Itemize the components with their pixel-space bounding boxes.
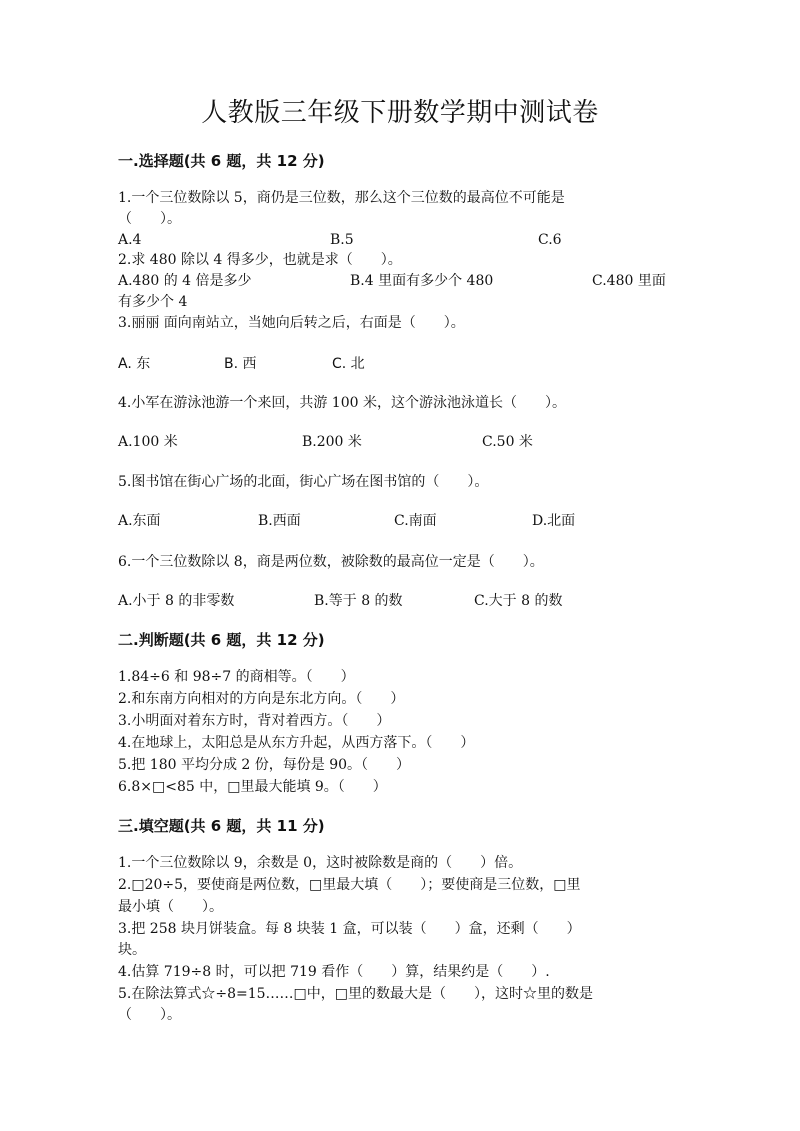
section-heading-judgment: 二.判断题(共 6 题，共 12 分) xyxy=(118,631,325,649)
question-1-options xyxy=(118,230,688,250)
option-a: A.480 的 4 倍是多少 xyxy=(118,273,252,289)
option-a: A.100 米 xyxy=(118,434,178,450)
fill-blank-line: （ ）。 xyxy=(118,1007,181,1023)
option-c: C. 北 xyxy=(332,356,365,372)
question-6-text: 6.一个三位数除以 8，商是两位数，被除数的最高位一定是（ ）。 xyxy=(118,554,544,570)
fill-blank-line: 块。 xyxy=(118,942,146,958)
question-4-options xyxy=(118,432,688,452)
question-5-text: 5.图书馆在街心广场的北面，街心广场在图书馆的（ ）。 xyxy=(118,474,489,490)
judgment-item: 2.和东南方向相对的方向是东北方向。（ ） xyxy=(118,691,405,707)
fill-blank-line: 1.一个三位数除以 9，余数是 0，这时被除数是商的（ ）倍。 xyxy=(118,855,523,871)
question-1-text-cont: （ ）。 xyxy=(118,211,181,227)
option-c: C.6 xyxy=(538,232,562,248)
judgment-item: 6.8×□<85 中，□里最大能填 9。（ ） xyxy=(118,779,387,795)
judgment-item: 4.在地球上，太阳总是从东方升起，从西方落下。（ ） xyxy=(118,735,475,751)
option-b: B.200 米 xyxy=(302,434,362,450)
option-a: A.小于 8 的非零数 xyxy=(118,593,235,609)
option-a: A.东面 xyxy=(118,513,161,529)
question-2-text: 2.求 480 除以 4 得多少，也就是求（ ）。 xyxy=(118,252,402,268)
question-2-options xyxy=(118,271,688,291)
option-b: B.4 里面有多少个 480 xyxy=(350,273,494,289)
question-6-options xyxy=(118,591,688,611)
fill-blank-line: 4.估算 719÷8 时，可以把 719 看作（ ）算，结果约是（ ）. xyxy=(118,964,550,980)
option-a: A. 东 xyxy=(118,356,151,372)
option-c: C.大于 8 的数 xyxy=(474,593,563,609)
judgment-item: 1.84÷6 和 98÷7 的商相等。（ ） xyxy=(118,669,355,685)
page-title: 人教版三年级下册数学期中测试卷 xyxy=(201,98,599,128)
judgment-item: 3.小明面对着东方时，背对着西方。（ ） xyxy=(118,713,391,729)
option-b: B. 西 xyxy=(224,356,257,372)
option-c: C.50 米 xyxy=(482,434,533,450)
option-c: C.南面 xyxy=(394,513,437,529)
option-d: D.北面 xyxy=(532,513,576,529)
section-heading-choice: 一.选择题(共 6 题，共 12 分) xyxy=(118,152,325,170)
question-2-option-cont: 有多少个 4 xyxy=(118,294,188,310)
question-5-options xyxy=(118,511,688,531)
question-3-text: 3.丽丽 面向南站立，当她向后转之后，右面是（ ）。 xyxy=(118,315,465,331)
option-b: B.5 xyxy=(330,232,354,248)
fill-blank-line: 5.在除法算式☆÷8=15……□中，□里的数最大是（ ），这时☆里的数是 xyxy=(118,986,593,1002)
fill-blank-line: 最小填（ ）。 xyxy=(118,899,223,915)
question-4-text: 4.小军在游泳池游一个来回，共游 100 米，这个游泳池泳道长（ ）。 xyxy=(118,395,566,411)
fill-blank-line: 3.把 258 块月饼装盒。每 8 块装 1 盒，可以装（ ）盒，还剩（ ） xyxy=(118,921,581,937)
option-a: A.4 xyxy=(118,232,142,248)
option-b: B.等于 8 的数 xyxy=(314,593,403,609)
question-1-text: 1.一个三位数除以 5，商仍是三位数，那么这个三位数的最高位不可能是 xyxy=(118,190,565,206)
section-heading-fill-blank: 三.填空题(共 6 题，共 11 分) xyxy=(118,817,325,835)
question-3-options xyxy=(118,354,688,374)
option-b: B.西面 xyxy=(258,513,301,529)
fill-blank-line: 2.□20÷5，要使商是两位数，□里最大填（ ）；要使商是三位数，□里 xyxy=(118,877,581,893)
option-c: C.480 里面 xyxy=(592,273,666,289)
judgment-item: 5.把 180 平均分成 2 份，每份是 90。（ ） xyxy=(118,757,411,773)
